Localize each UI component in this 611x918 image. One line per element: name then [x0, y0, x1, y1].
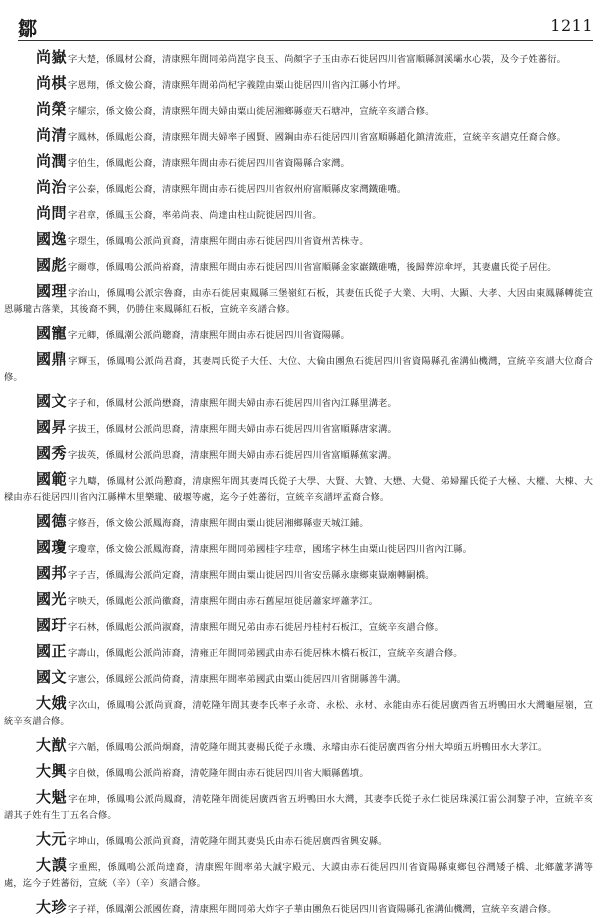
person-name: 國寵	[36, 324, 68, 342]
genealogy-entry	[4, 789, 593, 824]
entry-text: 字憲公，係鳳經公派尚倚裔，清康熙年間率弟國武由粟山徙居四川省開縣善牛溝。	[68, 674, 407, 685]
person-name: 國理	[36, 282, 68, 300]
person-name: 尚治	[36, 178, 68, 196]
person-name: 國彪	[36, 256, 68, 274]
genealogy-entry	[4, 101, 593, 120]
person-name: 國瓊	[36, 538, 68, 556]
entry-text: 字映天，係鳳彪公派尚徽裔，清康熙年間由赤石舊屋垣徙居蕭家坪蕭茅江。	[68, 596, 379, 607]
person-name: 尚清	[36, 126, 68, 144]
genealogy-entry	[4, 257, 593, 276]
entry-text: 字公泰，係鳳彪公裔，清康熙年間由赤石徙居四川省叙州府富順縣皮家灣鐵碓嘴。	[68, 184, 407, 195]
person-name: 大娥	[36, 694, 68, 712]
entry-text: 字拔英，係鳳材公派尚思裔，清康熙年間夫婦由赤石徙居四川省富順縣蕉家溝。	[68, 450, 397, 461]
person-name: 國文	[36, 668, 68, 686]
person-name: 尚棋	[36, 74, 68, 92]
page-header	[18, 14, 593, 40]
person-name: 大魁	[36, 788, 68, 806]
genealogy-entry	[4, 763, 593, 782]
person-name: 尚嶽	[36, 48, 68, 66]
person-name: 國德	[36, 512, 68, 530]
entry-text: 字九疇，係鳳材公派尚懃裔，清康熙年間其妻周氏從子大學、大賢、大贊、大懋、大覺、弟婦羅氏從子大極、大權、大棟、大樑由赤石徙居四川省內江縣樺木里樂瓏、破堰等處，迄今子姓蕃衍，宣統辛亥譜坪孟裔合修。	[4, 476, 593, 503]
person-name: 國逸	[36, 230, 68, 248]
genealogy-entry	[4, 179, 593, 198]
genealogy-entry	[4, 231, 593, 250]
genealogy-entry	[4, 445, 593, 464]
genealogy-entry	[4, 617, 593, 636]
entry-text: 字鳳林，係鳳彪公裔，清康熙年間夫婦率子國賢、國鋼由赤石徙居四川省富順縣趙化鎮清流莊，宣統辛亥譜克任裔合修。	[68, 132, 567, 143]
genealogy-entry	[4, 737, 593, 756]
header-rule	[18, 40, 593, 41]
entry-text: 字修吾，係文儉公派鳳海裔，清康熙年間由粟山徙居湘鄉縣壺天城江鋪。	[68, 518, 369, 529]
genealogy-entry	[4, 857, 593, 892]
person-name: 國範	[36, 470, 68, 488]
entry-text: 字自傚，係鳳鳴公派尚裕裔，清乾隆年間由赤石徙居四川省大順縣舊墳。	[68, 768, 369, 779]
person-name: 國鼎	[36, 350, 68, 368]
person-name: 國昇	[36, 418, 68, 436]
running-head-surname: 鄒	[18, 18, 38, 40]
genealogy-entry	[4, 539, 593, 558]
genealogy-entry	[4, 75, 593, 94]
genealogy-entry	[4, 127, 593, 146]
person-name: 尚榮	[36, 100, 68, 118]
genealogy-entry	[4, 695, 593, 730]
genealogy-entry	[4, 831, 593, 850]
person-name: 國正	[36, 642, 68, 660]
entry-text: 字六韜，係鳳鳴公派尚炯裔，清乾隆年間其妻楊氏從子永璣、永璿由赤石徙居廣西省分州大埠頭五坍鴨田水大茅江。	[68, 742, 548, 753]
person-name: 國邦	[36, 564, 68, 582]
entry-text: 字耀宗，係文儉公裔，清康熙年間夫婦由粟山徙居湘鄉縣壺天石塘冲，宣統辛亥譜合修。	[68, 106, 435, 117]
genealogy-entry	[4, 205, 593, 224]
page-number: 1211	[550, 16, 593, 35]
genealogy-entry	[4, 565, 593, 584]
genealogy-entry	[4, 153, 593, 172]
person-name: 尚潤	[36, 152, 68, 170]
entry-text: 字坤山，係鳳鳴公派尚貢裔，清乾隆年間其妻吳氏由赤石徙居廣西省興安縣。	[68, 836, 388, 847]
entry-text: 字君章，係鳳玉公裔，率弟尚表、尚達由柱山院徙居四川省。	[68, 210, 322, 221]
genealogy-entry	[4, 325, 593, 344]
entry-text: 字子和，係鳳材公派尚懋裔，清康熙年間夫婦由赤石徙居四川省內江縣里溝老。	[68, 398, 397, 409]
entry-text: 字爾尊，係鳳鳴公派尚裕裔，清康熙年間由赤石徙居四川省富順縣金家巖鐵碓嘴，後歸葬涼傘坪，其妻盧氏從子居住。	[68, 262, 557, 273]
person-name: 大猷	[36, 736, 68, 754]
person-name: 國文	[36, 392, 68, 410]
entry-text: 字恩翔，係文儉公裔，清康熙年間弟尚杞字義陞由粟山徙居四川省內江縣小竹坪。	[68, 80, 407, 91]
entry-text: 字大楚，係鳳材公裔，清康熙年間同弟尚崑字良玉、尚顏字子玉由赤石徙居四川省富順縣洞溪壩水心裝，及今子姓蕃衍。	[68, 54, 567, 65]
entry-text: 字子吉，係鳳海公派尚定裔，清康熙年間由粟山徙居四川省安岳縣永康鄉東嶽廟轉嗣橋。	[68, 570, 435, 581]
person-name: 尚問	[36, 204, 68, 222]
entry-text: 字重熙，係鳳鳴公派尚達裔，清康熙年間率弟大誠字殿元、大謨由赤石徙居四川省資陽縣東鄉包谷灣矮子橋、北鄉蘆茅溝等處，迄今子姓蕃衍，宣統（辛）（辛）亥譜合修。	[4, 862, 593, 889]
entry-text: 字璟生，係鳳鳴公派尚貢裔，清康熙年間由赤石徙居四川省資州苦株寺。	[68, 236, 369, 247]
entry-text: 字元卿，係鳳潮公派尚聰裔，清康熙年間由赤石徙居四川省資陽縣。	[68, 330, 350, 341]
person-name: 國光	[36, 590, 68, 608]
person-name: 大謨	[36, 856, 68, 874]
person-name: 大興	[36, 762, 68, 780]
person-name: 國秀	[36, 444, 68, 462]
genealogy-entry	[4, 283, 593, 318]
entry-text: 字在坤，係鳳鳴公派尚鳳裔，清乾隆年間徙居廣西省五坍鴨田水大灣，其妻李氏從子永仁徙居珠溪江雷公洞黎子冲，宣統辛亥譜其子姓有生丁五名合修。	[4, 794, 593, 821]
genealogy-entry	[4, 591, 593, 610]
entry-text: 字子祥，係鳳潮公派國佐裔，清康熙年間同弟大炸字子華由團魚石徙居四川省資陽縣孔雀溝仙機灣，宣統辛亥譜合修。	[68, 904, 557, 915]
genealogy-entry	[4, 351, 593, 386]
entry-text: 字壽山，係鳳彪公派尚沛裔，清雍正年間同弟國武由赤石徙居株木橋石板江，宣統辛亥譜合修。	[68, 648, 463, 659]
genealogy-entries	[4, 48, 593, 918]
genealogy-entry	[4, 669, 593, 688]
genealogy-entry	[4, 393, 593, 412]
person-name: 國玗	[36, 616, 68, 634]
entry-text: 字瓊章，係文儉公派鳳海裔，清康熙年間同弟國桂字珪章，國瑤字林生由粟山徙居四川省內江縣。	[68, 544, 473, 555]
entry-text: 字次山，係鳳鳴公派尚貢裔，清乾隆年間其妻李氏率子永奇、永松、永材、永能由赤石徙居廣西省五坍鴨田水大灣龜屋嶺，宣統辛亥譜合修。	[4, 700, 593, 727]
person-name: 大珍	[36, 898, 68, 916]
genealogy-entry	[4, 419, 593, 438]
genealogy-entry	[4, 49, 593, 68]
entry-text: 字拔王，係鳳材公派尚思裔，清康熙年間夫婦由赤石徙居四川省富順縣唐家溝。	[68, 424, 397, 435]
person-name: 大元	[36, 830, 68, 848]
entry-text: 字輝玉，係鳳鳴公派尚君裔，其妻周氏從子大任、大位、大倫由團魚石徙居四川省資陽縣孔雀溝仙機灣，宣統辛亥譜大位裔合修。	[4, 356, 593, 383]
entry-text: 字石林，係鳳彪公派尚淑裔，清康熙年間兄弟由赤石徙居丹桂村石板江，宣統辛亥譜合修。	[68, 622, 444, 633]
entry-text: 字治山，係鳳鳴公派宗魯裔，由赤石徙居東鳳縣三堡嶺紅石板，其妻伍氏從子大業、大明、大顯、大孝、大因由東鳳縣轉徙宣恩縣瓏古落業，其後裔不興，仍勝住來鳳縣紅石板，宣統辛亥譜合修。	[4, 288, 593, 315]
entry-text: 字伯生，係鳳彪公裔，清康熙年間由赤石徙居四川省資陽縣合家灣。	[68, 158, 350, 169]
genealogy-entry	[4, 513, 593, 532]
genealogy-entry	[4, 471, 593, 506]
genealogy-entry	[4, 643, 593, 662]
